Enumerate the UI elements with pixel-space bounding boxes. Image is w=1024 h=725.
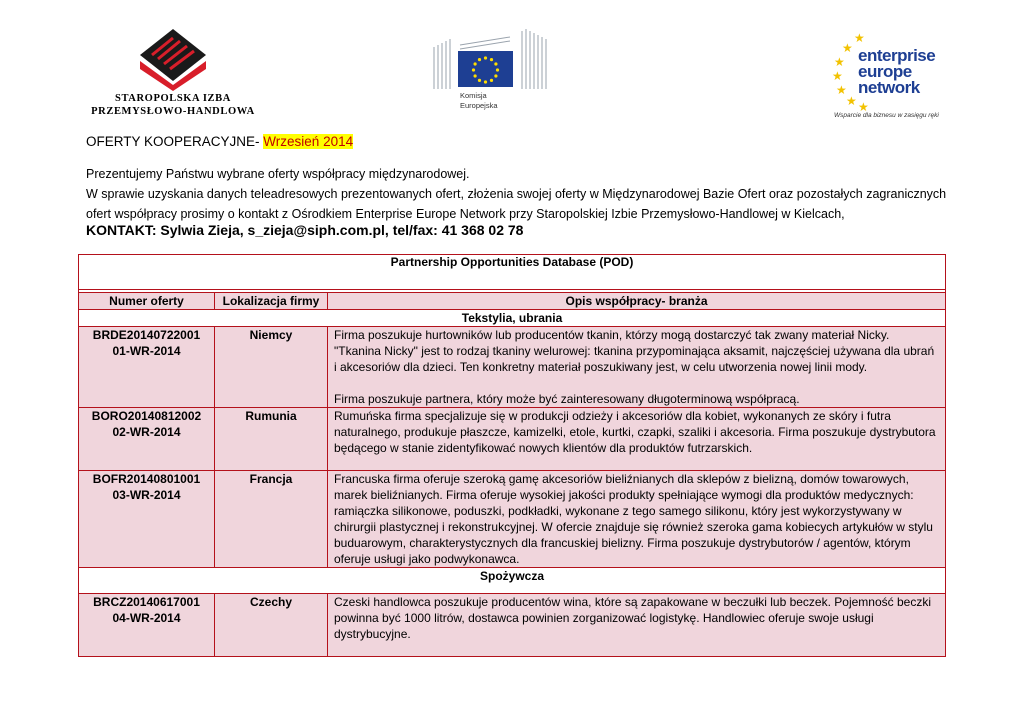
offer-id-ref: 02-WR-2014 — [112, 425, 181, 439]
column-header-row — [79, 293, 946, 310]
een-tagline: Wsparcie dla biznesu w zasięgu ręki — [834, 112, 939, 119]
category-food: Spożywcza — [79, 568, 946, 594]
svg-text:★: ★ — [834, 55, 845, 69]
svg-text:★: ★ — [846, 94, 857, 108]
category-row-textiles — [79, 310, 946, 327]
offer-description — [328, 594, 946, 657]
svg-text:★: ★ — [842, 41, 853, 55]
offer-id-ref: 04-WR-2014 — [112, 611, 181, 625]
siph-name-line1: STAROPOLSKA IZBA — [115, 93, 231, 104]
offer-id-code: BOFR20140801001 — [92, 472, 201, 486]
offer-description-text: Firma poszukuje hurtowników lub producentów tkanin, którzy mogą dostarczyć tak zwany materiał Nicky. "Tkanina Nicky" jest to rodzaj tkaniny welurowej: tkanina przypominająca aksamit, najczęściej używana dla ubrań i akcesoriów dla dzieci. Ten konkretny materiał poszukiwany jest, w celu utworzenia nowej linii mody. — [334, 328, 935, 374]
offer-description-text: Czeski handlowca poszukuje producentów wina, które są zapakowane w beczułki lub beczek. Pojemność beczki powinna być 1000 litrów, dostawca powinien zorganizować logistykę. Handlowiec oferuje swoje usługi dystrybucyjne. — [334, 595, 931, 641]
enterprise-europe-network-logo — [830, 28, 940, 123]
intro-text — [86, 164, 956, 224]
svg-text:★: ★ — [854, 32, 865, 45]
offer-location: Francja — [215, 471, 328, 568]
offer-id-code: BRDE20140722001 — [92, 328, 201, 342]
siph-name-line2: PRZEMYSŁOWO-HANDLOWA — [91, 106, 255, 117]
offer-id-ref: 01-WR-2014 — [112, 344, 181, 358]
een-word-enterprise: enterprise — [858, 46, 936, 65]
table-row — [79, 471, 946, 568]
category-row-food — [79, 568, 946, 594]
page-title-prefix: OFERTY KOOPERACYJNE- — [86, 134, 264, 149]
intro-line-3: ofert współpracy prosimy o kontakt z Ośrodkiem Enterprise Europe Network przy Staropolskiej Izbie Przemysłowo-Handlowej w Kielcach, — [86, 207, 845, 221]
offer-id-code: BRCZ20140617001 — [93, 595, 200, 609]
offer-number — [79, 408, 215, 471]
intro-line-1: Prezentujemy Państwu wybrane oferty współpracy międzynarodowej. — [86, 167, 470, 181]
offer-location: Czechy — [215, 594, 328, 657]
offer-number — [79, 327, 215, 408]
siph-emblem-icon — [88, 25, 258, 91]
header-description: Opis współpracy- branża — [328, 293, 946, 310]
offer-description-text: Rumuńska firma specjalizuje się w produkcji odzieży i akcesoriów dla kobiet, wykonanych ze skóry i futra naturalnego, produkuje płaszcze, kamizelki, etole, kurtki, czapki, szaliki i akcesoria. Firma poszukuje dystrybutora będącego w stanie zidentyfikować nowych klientów dla produktów futrzarskich. — [334, 409, 936, 455]
een-word-network: network — [858, 78, 920, 97]
page-title-month: Wrzesień 2014 — [263, 134, 354, 149]
intro-line-2: W sprawie uzyskania danych teleadresowych prezentowanych ofert, złożenia swojej oferty w Międzynarodowej Bazie Ofert oraz pozostałych zagranicznych — [86, 187, 947, 201]
offer-description — [328, 471, 946, 568]
page-title — [86, 134, 353, 149]
svg-text:★: ★ — [836, 83, 847, 97]
svg-text:★: ★ — [858, 100, 869, 112]
offer-location: Rumunia — [215, 408, 328, 471]
offer-location: Niemcy — [215, 327, 328, 408]
table-row — [79, 594, 946, 657]
table-row — [79, 408, 946, 471]
table-row — [79, 327, 946, 408]
svg-text:★: ★ — [832, 69, 843, 83]
header-location: Lokalizacja firmy — [215, 293, 328, 310]
ke-name-line1: Komisja — [460, 91, 487, 100]
een-word-europe: europe — [858, 62, 912, 81]
header-offer-number: Numer oferty — [79, 293, 215, 310]
offers-table — [78, 254, 946, 657]
database-title-row — [79, 255, 946, 290]
european-commission-logo — [430, 27, 560, 115]
offer-id-code: BORO20140812002 — [91, 409, 202, 423]
database-title: Partnership Opportunities Database (POD) — [79, 255, 946, 290]
offer-description — [328, 327, 946, 408]
category-textiles: Tekstylia, ubrania — [79, 310, 946, 327]
offer-number — [79, 594, 215, 657]
offer-description-text: Francuska firma oferuje szeroką gamę akcesoriów bieliźnianych dla sklepów z bielizną, domów towarowych, marek bieliźnianych. Firma oferuje wysokiej jakości produkty spełniające wymogi dla produktów medycznych: ramiączka silikonowe, poduszki, podkładki, wykonane z tego samego silikonu, który jest wykorzystywany w chirurgii plastycznej i rekonstrukcyjnej. W ofercie znajduje się również szeroka gama kobiecych artykułów w stylu buduarowym, charakterystycznych dla francuskiej bielizny. Firma poszukuje dystrybutorów / agentów, którym oferuje usługi jako podwykonawca. — [334, 472, 933, 566]
staropolska-izba-logo — [88, 25, 258, 120]
offer-number — [79, 471, 215, 568]
offer-id-ref: 03-WR-2014 — [112, 488, 181, 502]
offer-description-note: Firma poszukuje partnera, który może być zainteresowany długoterminową współpracą. — [334, 392, 800, 406]
ke-name-line2: Europejska — [460, 101, 498, 110]
contact-line: KONTAKT: Sylwia Zieja, s_zieja@siph.com.pl, tel/fax: 41 368 02 78 — [86, 222, 524, 238]
offer-description — [328, 408, 946, 471]
